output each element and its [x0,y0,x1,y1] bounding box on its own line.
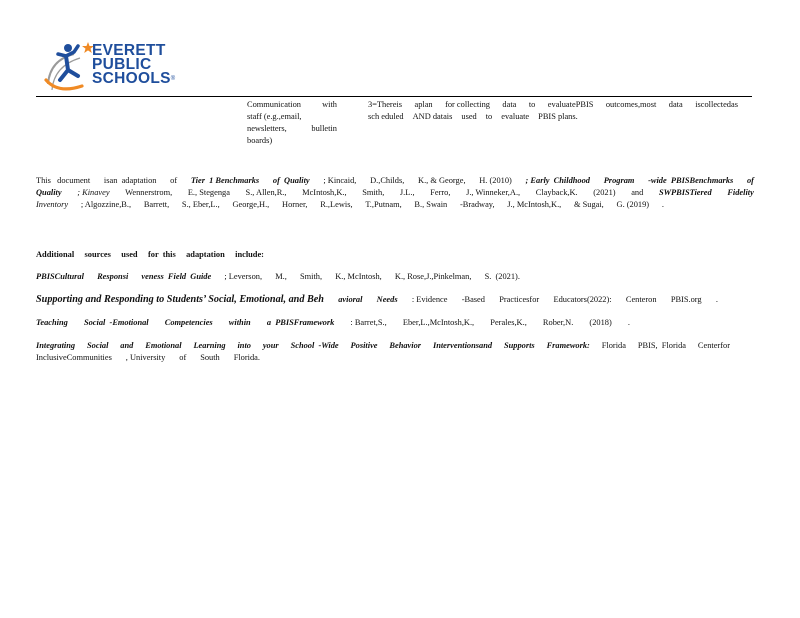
table-cell-item [247,99,337,147]
text-segment: used [121,250,138,259]
text-segment: and [120,341,134,350]
word: to [528,100,536,109]
text-segment: Needs [376,295,398,304]
text-segment: School -Wide [290,341,339,350]
logo-line-public: PUBLIC [92,56,152,73]
text-segment: Supports [503,341,535,350]
text-segment: within [228,318,251,327]
text-segment: Learning [193,341,226,350]
text-line [36,175,754,187]
text-segment: PBIS.org [670,295,702,304]
text-segment: Inventory [36,200,69,209]
text-segment: Framework: [546,341,590,350]
text-segment: J., McIntosh,K., [507,200,562,209]
text-segment: of [179,353,187,362]
text-segment: , University [125,353,166,362]
cell-text: Communication [247,100,301,109]
text-line [36,340,730,352]
text-segment: . [627,318,630,327]
text-segment: M., [275,272,287,281]
text-line [36,294,718,306]
text-segment: -wide PBISBenchmarks [648,176,734,185]
text-segment: Fidelity [727,188,754,197]
text-segment: Additional [36,250,75,259]
text-segment: ; Algozzine,B., [80,200,132,209]
text-segment: (2018) [589,318,612,327]
text-segment: Florida. [233,353,260,362]
text-segment: Barrett, [143,200,170,209]
word: PBIS plans. [538,112,578,121]
word: used [461,112,477,121]
logo-wordmark [92,44,175,86]
text-segment: InclusiveCommunities [36,353,112,362]
text-segment: veness Field Guide [141,272,212,281]
logo-line-everett: EVERETT [92,42,166,59]
text-segment: into [237,341,251,350]
reference-item [36,271,754,283]
text-segment: & Sugai, [574,200,604,209]
text-segment: Florida [601,341,626,350]
text-segment: R.,Lewis, [320,200,353,209]
criteria-line [368,99,738,111]
text-segment: Competencies [164,318,213,327]
text-segment: adaptation [186,250,225,259]
text-segment: Educators(2022): [553,295,612,304]
text-segment: include: [235,250,264,259]
adaptation-note [36,175,754,211]
text-segment: Wennerstrom, [125,188,173,197]
text-segment: Centeron [625,295,657,304]
text-segment: Practicesfor [499,295,540,304]
text-segment: isan adaptation [103,176,157,185]
reference-item [36,294,754,306]
word: evaluate [501,112,530,121]
text-segment: -Based [461,295,485,304]
runner-swoosh-icon [44,40,96,96]
text-segment: McIntosh,K., [302,188,347,197]
table-top-border [36,96,752,97]
cell-text: staff (e.g.,email, [247,112,302,121]
word: iscollectedas [695,100,738,109]
registered-mark: ® [170,76,176,82]
text-segment: of Quality [272,176,310,185]
text-segment: sources [84,250,111,259]
text-segment: H. (2010) [479,176,512,185]
text-segment: Clayback,K. [535,188,578,197]
text-segment: Interventionsand [432,341,493,350]
text-line [36,249,264,261]
text-segment: ; Early Childhood [525,176,590,185]
text-segment: S., Eber,L., [181,200,220,209]
text-segment: E., Stegenga [187,188,230,197]
text-segment: George,H., [232,200,270,209]
text-segment: Smith, [362,188,385,197]
text-segment: Behavior [389,341,422,350]
text-line [36,352,260,364]
word: to [485,112,493,121]
everett-public-schools-logo [44,40,180,96]
text-segment: Eber,L.,McIntosh,K., [402,318,475,327]
text-segment: of [746,176,754,185]
text-segment: . [661,200,664,209]
word: aplan [414,100,433,109]
reference-item [36,317,754,329]
logo-line-schools: SCHOOLS [92,70,171,87]
text-line [36,187,754,199]
text-segment: Rober,N. [542,318,574,327]
cell-text: boards) [247,136,273,145]
text-segment: avioral [338,295,363,304]
text-line [36,317,630,329]
text-segment: Program [603,176,635,185]
table-cell-criteria [368,99,738,123]
text-line [36,271,520,283]
word: data [502,100,517,109]
text-segment: Horner, [282,200,308,209]
text-line [36,199,664,211]
cell-text: newsletters, [247,124,287,133]
cell-text: bulletin [311,124,337,133]
text-segment: Ferro, [430,188,451,197]
text-segment: ; Kinavey [77,188,110,197]
text-segment: D.,Childs, [370,176,405,185]
text-segment: Centerfor [697,341,730,350]
text-segment: K., & George, [418,176,466,185]
text-segment: for this [147,250,176,259]
text-segment: ; Leverson, [224,272,263,281]
text-segment: SWPBISTiered [658,188,712,197]
word: outcomes,most [605,100,657,109]
sources-heading [36,249,754,261]
text-segment: a PBISFramework [266,318,335,327]
text-segment: Perales,K., [490,318,527,327]
text-segment: Teaching [36,318,68,327]
text-segment: : Evidence [411,295,448,304]
text-segment: K., McIntosh, [335,272,382,281]
text-segment: J., Winneker,A., [466,188,521,197]
text-segment: Quality [36,188,62,197]
text-segment: Integrating [36,341,76,350]
text-segment: K., Rose,J.,Pinkelman, [394,272,472,281]
text-segment: S., Allen,R., [245,188,287,197]
text-segment: J.L., [399,188,415,197]
word: AND datais [412,112,453,121]
text-segment: PBIS, Florida [637,341,686,350]
text-segment: G. (2019) [616,200,650,209]
text-segment: Smith, [299,272,323,281]
text-segment: . [715,295,718,304]
text-segment: PBISCultural [36,272,84,281]
criteria-line [368,111,738,123]
text-segment: Positive [350,341,378,350]
text-segment: Supporting and Responding to Students’ Social, Emotional, and Beh [36,294,324,305]
cell-text: with [322,100,337,109]
text-segment: your [262,341,279,350]
text-segment: and [631,188,644,197]
word: 3=Thereis [368,100,403,109]
text-segment: ; Kincaid, [323,176,357,185]
text-segment: Responsi [97,272,129,281]
word: sch eduled [368,112,404,121]
text-segment: South [200,353,220,362]
text-segment: of [170,176,178,185]
reference-item [36,340,754,364]
text-segment: T.,Putnam, [365,200,402,209]
text-segment: Social [87,341,109,350]
word: evaluatePBIS [547,100,594,109]
text-segment: (2021) [593,188,616,197]
text-segment: This document [36,176,91,185]
text-segment: Tier 1 Benchmarks [190,176,260,185]
text-segment: S. (2021). [484,272,520,281]
word: data [668,100,683,109]
text-segment: B., Swain [414,200,448,209]
text-segment: Emotional [145,341,182,350]
text-segment: Social -Emotional [83,318,149,327]
text-segment: : Barret,S., [350,318,387,327]
word: for collecting [445,100,490,109]
text-segment: -Bradway, [459,200,495,209]
